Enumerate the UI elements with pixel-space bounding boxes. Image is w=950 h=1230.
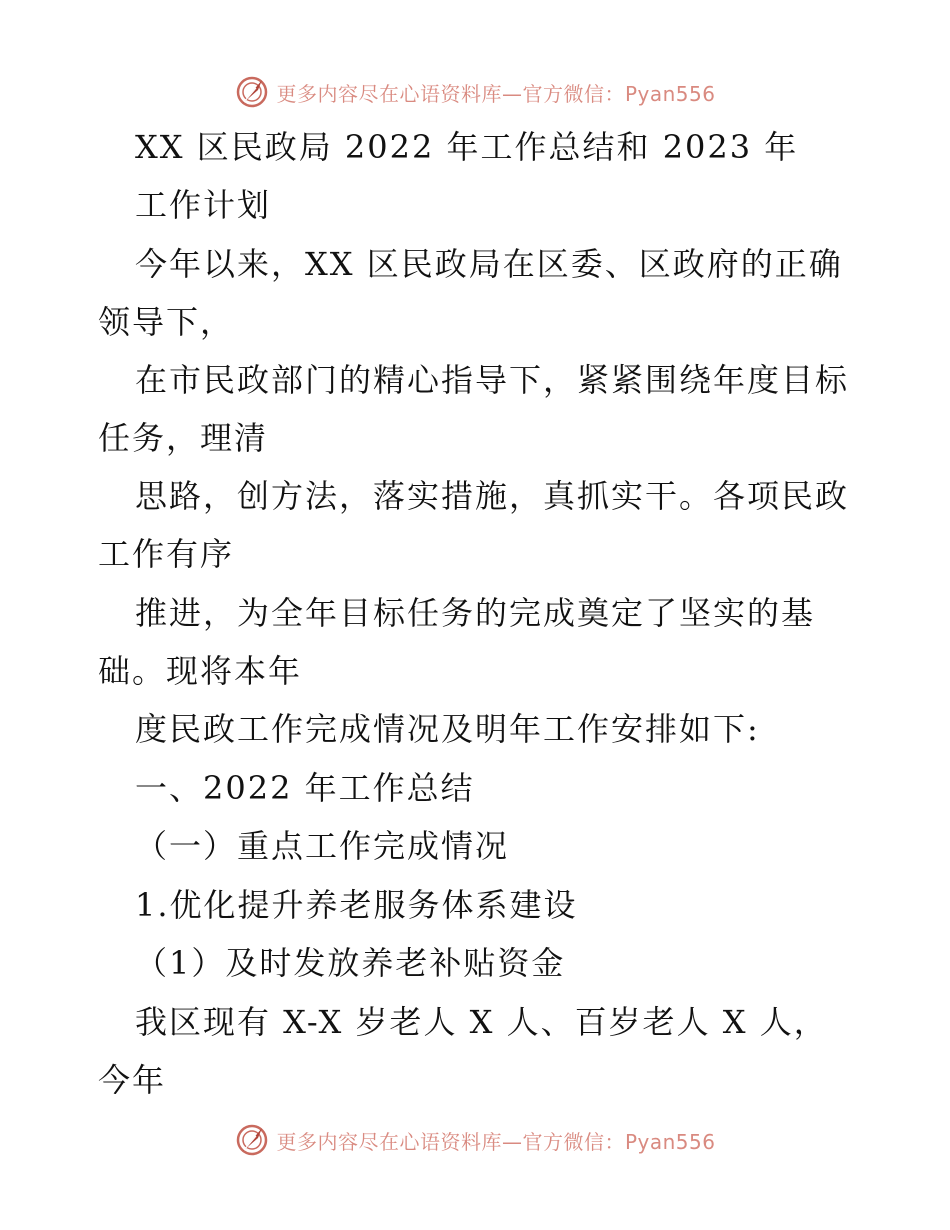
paragraph-line: 础。现将本年 <box>98 652 303 690</box>
section-heading: 一、2022 年工作总结 <box>135 769 475 807</box>
paragraph-line: 工作有序 <box>98 535 235 573</box>
paragraph-line: 今年以来，XX 区民政局在区委、区政府的正确 <box>135 245 843 283</box>
watermark-text: 更多内容尽在心语资料库—官方微信：Pyan556 <box>276 81 716 106</box>
watermark-text: 更多内容尽在心语资料库—官方微信：Pyan556 <box>276 1129 716 1154</box>
header-watermark <box>0 72 950 112</box>
item-heading: 1.优化提升养老服务体系建设 <box>135 886 578 924</box>
paragraph-line: 任务，理清 <box>98 419 269 457</box>
paragraph-line: 今年 <box>98 1061 167 1099</box>
paragraph-line: 领导下， <box>98 303 235 341</box>
subitem-heading: （1）及时发放养老补贴资金 <box>135 944 566 982</box>
feather-pen-seal-icon <box>234 1122 270 1158</box>
subsection-heading: （一）重点工作完成情况 <box>135 827 510 865</box>
feather-pen-seal-icon <box>234 74 270 110</box>
document-title-line-1: XX 区民政局 2022 年工作总结和 2023 年 <box>135 128 799 166</box>
paragraph-line: 度民政工作完成情况及明年工作安排如下: <box>135 710 760 748</box>
paragraph-line: 推进，为全年目标任务的完成奠定了坚实的基 <box>135 594 816 632</box>
paragraph-line: 思路，创方法，落实措施，真抓实干。各项民政 <box>135 477 850 515</box>
paragraph-line: 我区现有 X-X 岁老人 X 人、百岁老人 X 人， <box>135 1003 828 1041</box>
paragraph-line: 在市民政部门的精心指导下，紧紧围绕年度目标 <box>135 361 850 399</box>
document-title-line-2: 工作计划 <box>135 186 272 224</box>
footer-watermark <box>0 1120 950 1160</box>
